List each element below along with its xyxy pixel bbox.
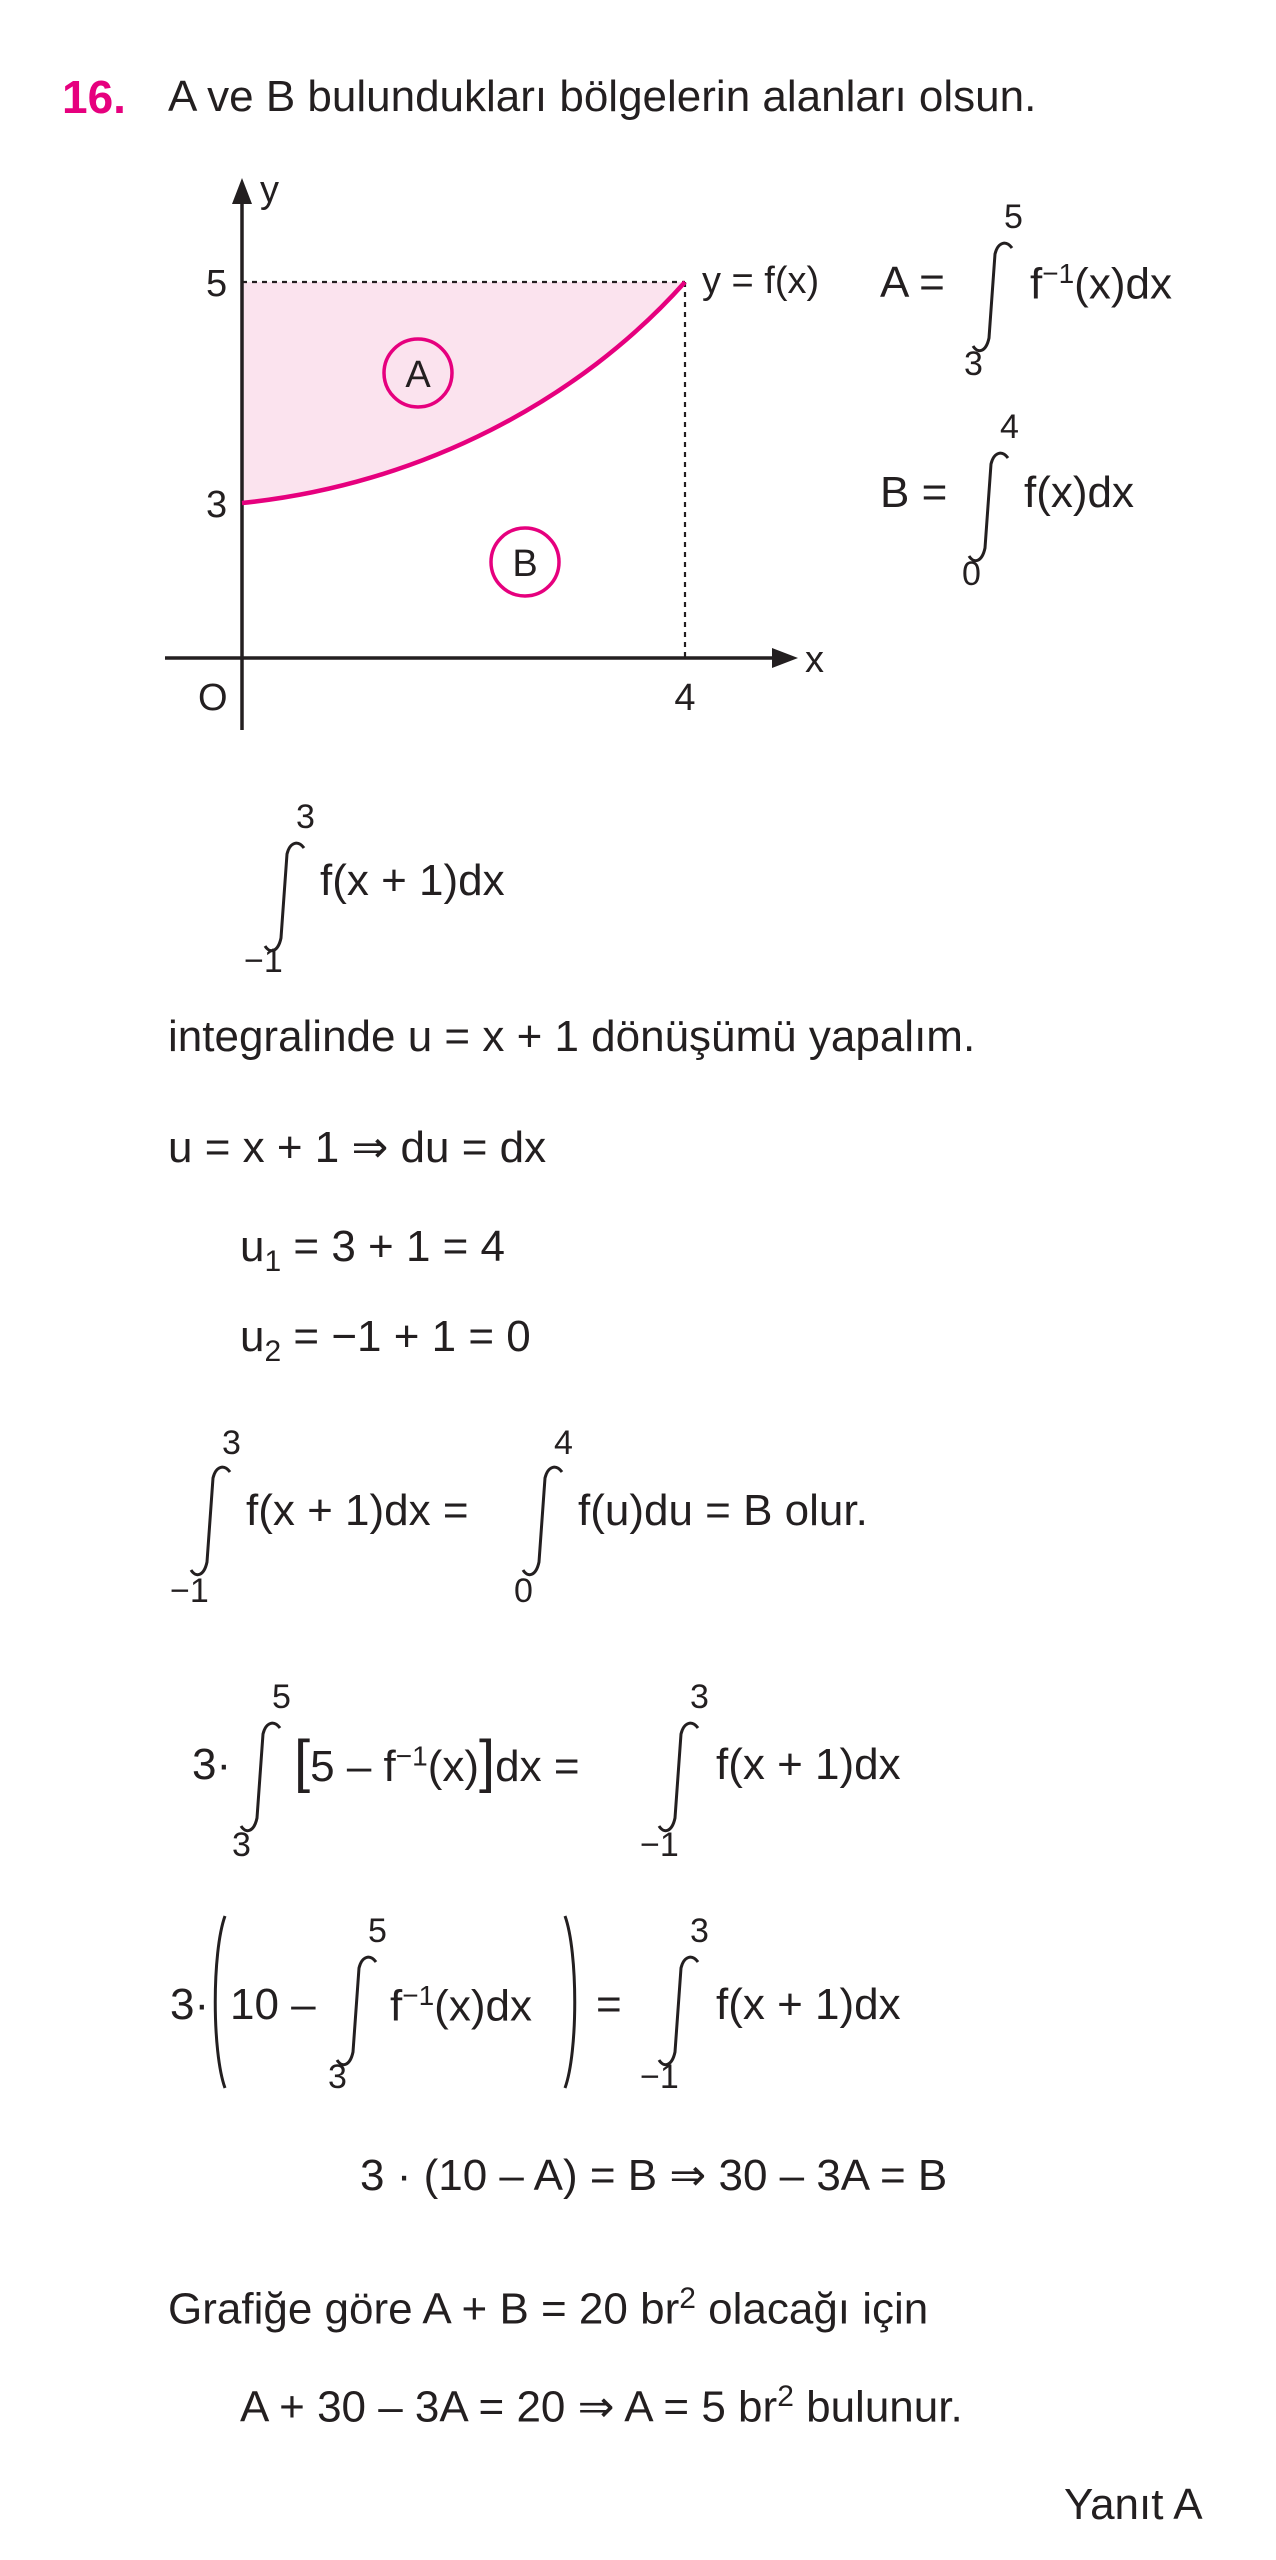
- def-a-lhs: A =: [880, 258, 945, 307]
- left-paren: [206, 1912, 228, 2092]
- step4-lower2: −1: [640, 2058, 679, 2096]
- step2-lower2: 0: [514, 1572, 533, 1610]
- step3-lower1: 3: [232, 1826, 251, 1864]
- y-axis-label: y: [260, 170, 279, 211]
- step2-integrand1: f(x + 1)dx =: [246, 1486, 469, 1535]
- step4-eq: =: [596, 1980, 622, 2029]
- step4-upper2: 3: [690, 1912, 709, 1950]
- def-a-lower: 3: [964, 345, 983, 383]
- step4-coef: 3·: [170, 1980, 210, 2029]
- step4-lower1: 3: [328, 2058, 347, 2096]
- right-paren: [562, 1912, 584, 2092]
- integral-icon: [238, 1718, 288, 1836]
- integral-icon: [334, 1952, 384, 2070]
- graph-note: Grafiğe göre A + B = 20 $br^2$ olacağı için: [168, 2282, 929, 2334]
- y-tick-3: 3: [206, 484, 228, 526]
- integral-icon: [520, 1462, 570, 1580]
- x-axis-label: x: [805, 639, 824, 681]
- def-a-integrand: $f^{-1}(x)dx$: [1030, 258, 1172, 309]
- step2-upper2: 4: [554, 1424, 573, 1462]
- x-tick-4: 4: [674, 677, 696, 719]
- u2-line: $u_2 = -1 + 1 = 0$: [240, 1312, 531, 1368]
- y-axis-arrow: [232, 178, 252, 204]
- u1-line: $u_1 = 3 + 1 = 4$: [240, 1222, 506, 1278]
- region-b-label: B: [512, 543, 538, 585]
- final-line: A + 30 – 3A = 20 ⇒ A = 5 $br^2$ bulunur.: [240, 2380, 963, 2432]
- step2-lower1: −1: [170, 1572, 209, 1610]
- y-tick-5: 5: [206, 263, 228, 305]
- step4-integrand2: f(x + 1)dx: [716, 1980, 901, 2029]
- step1-upper: 3: [296, 798, 315, 836]
- step3-integrand2: f(x + 1)dx: [716, 1740, 901, 1789]
- step1-lower: −1: [244, 942, 283, 980]
- step1-text: integralinde u = x + 1 dönüşümü yapalım.: [168, 1012, 976, 1061]
- step3-upper2: 3: [690, 1678, 709, 1716]
- substitution-line: u = x + 1 ⇒ du = dx: [168, 1123, 547, 1172]
- step1-integrand: f(x + 1)dx: [320, 856, 505, 905]
- area-graph: [150, 170, 870, 740]
- x-axis-arrow: [772, 648, 798, 668]
- step3-upper1: 5: [272, 1678, 291, 1716]
- step3-integrand1: $[5 - f^{-1}(x)]dx$ =: [294, 1729, 580, 1794]
- def-b-lhs: B =: [880, 468, 948, 517]
- step2-integrand2: f(u)du = B olur.: [578, 1486, 868, 1535]
- region-a-fill: [242, 282, 685, 503]
- def-a-upper: 5: [1004, 198, 1023, 236]
- integral-icon: [656, 1718, 706, 1836]
- step4-upper1: 5: [368, 1912, 387, 1950]
- result-line: 3 · (10 – A) = B ⇒ 30 – 3A = B: [360, 2151, 948, 2200]
- def-b-integrand: f(x)dx: [1024, 468, 1134, 517]
- integral-icon: [966, 448, 1016, 566]
- step4-ten: 10 –: [230, 1980, 316, 2029]
- def-b-lower: 0: [962, 555, 981, 593]
- curve-label: y = f(x): [702, 260, 820, 302]
- def-b-upper: 4: [1000, 408, 1019, 446]
- step3-lower2: −1: [640, 1826, 679, 1864]
- region-a-label: A: [405, 354, 431, 396]
- integral-icon: [970, 238, 1020, 356]
- step3-coef: 3·: [192, 1740, 232, 1789]
- integral-icon: [656, 1952, 706, 2070]
- answer-label: Yanıt A: [1064, 2480, 1203, 2529]
- step4-integrand1: $f^{-1}(x)dx$: [390, 1980, 532, 2031]
- origin-label: O: [198, 677, 228, 719]
- question-prompt: A ve B bulundukları bölgelerin alanları olsun.: [168, 72, 1037, 121]
- integral-icon: [188, 1462, 238, 1580]
- step2-upper1: 3: [222, 1424, 241, 1462]
- question-number: 16.: [62, 71, 126, 123]
- integral-icon: [262, 838, 312, 956]
